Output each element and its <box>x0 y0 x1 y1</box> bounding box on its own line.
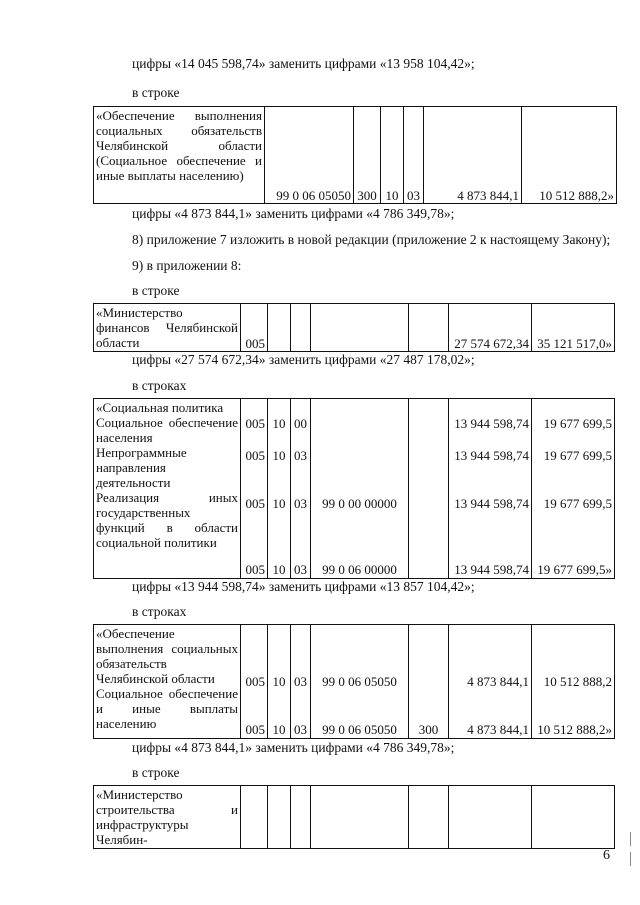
table-4-pr-col <box>291 625 311 739</box>
table-1-rz: 10 <box>381 107 404 204</box>
table-2-rz <box>268 304 291 352</box>
table-4-row-1-name: «Обеспечение выполнения социальных обязательств Челябинской области <box>96 626 238 686</box>
table-1 <box>93 106 617 204</box>
table-3-v2-col <box>532 399 615 579</box>
table-5-rz <box>268 786 291 849</box>
table-2-csr <box>311 304 409 352</box>
table-5-code <box>241 786 268 849</box>
table-4-row-1-v2: 10 512 888,2 <box>543 674 612 689</box>
text-p6: в строке <box>132 283 180 298</box>
table-4-v1-col <box>449 625 532 739</box>
table-2-v2: 35 121 517,0» <box>532 304 615 352</box>
table-3-row-1-v1: 13 944 598,74 <box>454 416 529 431</box>
table-4-vr-col <box>409 625 449 739</box>
table-4-row-1-pr: 03 <box>294 674 307 689</box>
table-5-pr <box>291 786 311 849</box>
table-4-row-2-vr: 300 <box>418 722 439 737</box>
table-2-name: «Министерство финансов Челябинской области <box>94 304 241 352</box>
table-3-names <box>94 399 241 579</box>
table-2-vr <box>409 304 449 352</box>
table-3-row-1-code: 005 <box>245 416 265 431</box>
table-4-code-col <box>241 625 268 739</box>
table-3-row-4-code: 005 <box>245 562 265 577</box>
table-4 <box>93 624 615 739</box>
table-4-v2-col <box>532 625 615 739</box>
table-4-row-1-v1: 4 873 844,1 <box>467 674 529 689</box>
table-4-row-2-v1: 4 873 844,1 <box>467 722 529 737</box>
text-p3: цифры «4 873 844,1» заменить цифрами «4 786 349,78»; <box>132 206 455 221</box>
table-1-vr: 300 <box>354 107 381 204</box>
table-3-row-4-v2: 19 677 699,5» <box>537 562 612 577</box>
table-2-v1: 27 574 672,34 <box>449 304 532 352</box>
table-3-row-3-name: Непрограммные направления деятельности <box>96 445 187 490</box>
table-3-code-col <box>241 399 268 579</box>
table-3-csr-col <box>311 399 409 579</box>
table-5-csr <box>311 786 409 849</box>
table-3-row-3-pr: 03 <box>294 496 307 511</box>
text-p1: цифры «14 045 598,74» заменить цифрами «13 958 104,42»; <box>132 56 475 71</box>
text-p7: цифры «27 574 672,34» заменить цифрами «27 487 178,02»; <box>132 352 475 367</box>
text-p9: цифры «13 944 598,74» заменить цифрами «13 857 104,42»; <box>132 579 475 594</box>
table-3-row-3-code: 005 <box>245 496 265 511</box>
text-p5: 9) в приложении 8: <box>132 258 242 273</box>
table-3-v1-col <box>449 399 532 579</box>
table-4-row-2-v2: 10 512 888,2» <box>537 722 612 737</box>
table-4-row-1-csr: 99 0 06 05050 <box>322 674 397 689</box>
table-4-rz-col <box>268 625 291 739</box>
table-2-code: 005 <box>241 304 268 352</box>
table-3-row-2-v1: 13 944 598,74 <box>454 448 529 463</box>
table-3-vr-col <box>409 399 449 579</box>
text-p4: 8) приложение 7 изложить в новой редакции (приложение 2 к настоящему Закону); <box>132 232 611 247</box>
table-4-row-2-code: 005 <box>245 722 265 737</box>
table-4-csr-col <box>311 625 409 739</box>
text-p11: цифры «4 873 844,1» заменить цифрами «4 786 349,78»; <box>132 740 455 755</box>
table-4-row-1-rz: 10 <box>272 674 286 689</box>
table-3 <box>93 398 615 579</box>
table-4-row-2-rz: 10 <box>272 722 286 737</box>
table-3-rz-col <box>268 399 291 579</box>
table-2-pr <box>291 304 311 352</box>
table-4-names <box>94 625 241 739</box>
table-3-row-3-rz: 10 <box>272 496 286 511</box>
table-3-row-1-pr: 00 <box>294 416 307 431</box>
table-3-row-2-pr: 03 <box>294 448 307 463</box>
table-3-row-4-v1: 13 944 598,74 <box>454 562 529 577</box>
text-p12: в строке <box>132 765 180 780</box>
text-p10: в строках <box>132 604 187 619</box>
table-1-v1: 4 873 844,1 <box>424 107 522 204</box>
table-5-name: «Министерство строительства и инфраструктуры Челябин- <box>94 786 241 849</box>
table-5-v2 <box>532 786 615 849</box>
table-1-pr: 03 <box>404 107 424 204</box>
table-3-row-2-v2: 19 677 699,5 <box>543 448 612 463</box>
table-4-row-2-csr: 99 0 06 05050 <box>322 722 397 737</box>
table-3-row-3-v2: 19 677 699,5 <box>543 496 612 511</box>
table-3-row-2-code: 005 <box>245 448 265 463</box>
table-4-row-2-pr: 03 <box>294 722 307 737</box>
table-1-name: «Обеспечение выполнения социальных обязательств Челябинской области (Социальное обеспечение и иные выплаты населению) <box>94 107 265 204</box>
table-3-row-1-v2: 19 677 699,5 <box>543 416 612 431</box>
table-3-pr-col <box>291 399 311 579</box>
table-3-row-3-v1: 13 944 598,74 <box>454 496 529 511</box>
table-3-row-4-pr: 03 <box>294 562 307 577</box>
table-3-row-4-rz: 10 <box>272 562 286 577</box>
table-4-row-1-code: 005 <box>245 674 265 689</box>
table-3-row-2-name: Социальное обеспечение населения <box>96 415 238 445</box>
table-3-row-1-name: «Социальная политика <box>96 400 224 415</box>
text-p2: в строке <box>132 85 180 100</box>
scan-mark-1 <box>630 832 631 846</box>
table-5-v1 <box>449 786 532 849</box>
table-3-row-4-name: Реализация иных государственных функций в области социальной политики <box>96 490 238 550</box>
table-5 <box>93 785 615 849</box>
scan-mark-2 <box>630 852 631 866</box>
table-3-row-3-csr: 99 0 00 00000 <box>322 496 397 511</box>
text-p8: в строках <box>132 378 187 393</box>
table-1-csr: 99 0 06 05050 <box>265 107 354 204</box>
table-4-row-2-name: Социальное обеспечение и иные выплаты населению <box>96 686 238 731</box>
table-3-row-1-rz: 10 <box>272 416 286 431</box>
table-1-v2: 10 512 888,2» <box>522 107 617 204</box>
table-3-row-2-rz: 10 <box>272 448 286 463</box>
table-2 <box>93 303 615 352</box>
page-number: 6 <box>603 848 610 863</box>
table-3-row-4-csr: 99 0 06 00000 <box>322 562 397 577</box>
table-5-vr <box>409 786 449 849</box>
